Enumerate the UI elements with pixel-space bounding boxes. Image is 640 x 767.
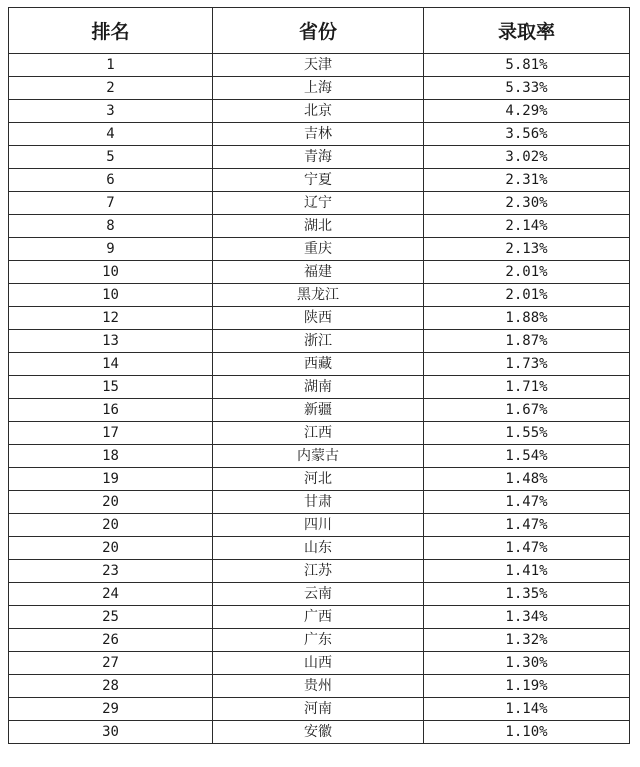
table-row (9, 54, 630, 77)
rate-cell: 1.41% (424, 560, 630, 583)
rate-cell: 1.19% (424, 675, 630, 698)
province-cell: 江苏 (213, 560, 424, 583)
table-row (9, 629, 630, 652)
table-row (9, 169, 630, 192)
table-row (9, 146, 630, 169)
rate-cell: 2.14% (424, 215, 630, 238)
rate-cell: 1.47% (424, 514, 630, 537)
table-row (9, 675, 630, 698)
province-cell: 陕西 (213, 307, 424, 330)
table-row (9, 514, 630, 537)
rate-cell: 5.81% (424, 54, 630, 77)
table-row (9, 123, 630, 146)
table-row (9, 537, 630, 560)
province-cell: 江西 (213, 422, 424, 445)
admission-rate-table (8, 7, 630, 744)
rank-cell: 2 (9, 77, 213, 100)
province-cell: 青海 (213, 146, 424, 169)
province-cell: 内蒙古 (213, 445, 424, 468)
province-cell: 广东 (213, 629, 424, 652)
province-cell: 重庆 (213, 238, 424, 261)
rate-cell: 1.30% (424, 652, 630, 675)
table-row (9, 422, 630, 445)
province-cell: 甘肃 (213, 491, 424, 514)
rate-cell: 2.01% (424, 261, 630, 284)
table-row (9, 284, 630, 307)
header-admission-rate: 录取率 (424, 8, 630, 54)
header-rank: 排名 (9, 8, 213, 54)
province-cell: 黑龙江 (213, 284, 424, 307)
header-province: 省份 (213, 8, 424, 54)
table-row (9, 445, 630, 468)
rate-cell: 1.14% (424, 698, 630, 721)
table-row (9, 698, 630, 721)
table-row (9, 399, 630, 422)
province-cell: 山东 (213, 537, 424, 560)
table-row (9, 238, 630, 261)
rate-cell: 1.32% (424, 629, 630, 652)
rate-cell: 1.71% (424, 376, 630, 399)
rank-cell: 20 (9, 537, 213, 560)
province-cell: 浙江 (213, 330, 424, 353)
rank-cell: 25 (9, 606, 213, 629)
rank-cell: 6 (9, 169, 213, 192)
province-cell: 新疆 (213, 399, 424, 422)
rank-cell: 12 (9, 307, 213, 330)
rate-cell: 3.02% (424, 146, 630, 169)
province-cell: 云南 (213, 583, 424, 606)
table-row (9, 468, 630, 491)
rank-cell: 29 (9, 698, 213, 721)
rate-cell: 1.55% (424, 422, 630, 445)
province-cell: 安徽 (213, 721, 424, 744)
table-body (9, 54, 630, 744)
rate-cell: 1.73% (424, 353, 630, 376)
province-cell: 贵州 (213, 675, 424, 698)
table-row (9, 491, 630, 514)
rank-cell: 20 (9, 514, 213, 537)
rate-cell: 1.87% (424, 330, 630, 353)
province-cell: 广西 (213, 606, 424, 629)
rank-cell: 20 (9, 491, 213, 514)
rank-cell: 8 (9, 215, 213, 238)
rate-cell: 3.56% (424, 123, 630, 146)
rank-cell: 7 (9, 192, 213, 215)
rank-cell: 28 (9, 675, 213, 698)
rank-cell: 10 (9, 261, 213, 284)
rank-cell: 9 (9, 238, 213, 261)
table-row (9, 307, 630, 330)
rank-cell: 17 (9, 422, 213, 445)
rank-cell: 1 (9, 54, 213, 77)
rate-cell: 2.31% (424, 169, 630, 192)
province-cell: 辽宁 (213, 192, 424, 215)
table-row (9, 261, 630, 284)
province-cell: 湖南 (213, 376, 424, 399)
table-row (9, 606, 630, 629)
rank-cell: 5 (9, 146, 213, 169)
table-row (9, 721, 630, 744)
table-row (9, 100, 630, 123)
rank-cell: 27 (9, 652, 213, 675)
rate-cell: 1.34% (424, 606, 630, 629)
rate-cell: 1.88% (424, 307, 630, 330)
admission-rate-table-container (8, 7, 629, 744)
rate-cell: 1.48% (424, 468, 630, 491)
rate-cell: 1.54% (424, 445, 630, 468)
province-cell: 湖北 (213, 215, 424, 238)
rate-cell: 1.67% (424, 399, 630, 422)
rank-cell: 26 (9, 629, 213, 652)
table-row (9, 583, 630, 606)
rank-cell: 4 (9, 123, 213, 146)
province-cell: 上海 (213, 77, 424, 100)
province-cell: 河北 (213, 468, 424, 491)
province-cell: 四川 (213, 514, 424, 537)
rate-cell: 2.01% (424, 284, 630, 307)
province-cell: 天津 (213, 54, 424, 77)
rank-cell: 15 (9, 376, 213, 399)
rank-cell: 23 (9, 560, 213, 583)
rate-cell: 5.33% (424, 77, 630, 100)
rate-cell: 1.47% (424, 537, 630, 560)
province-cell: 宁夏 (213, 169, 424, 192)
province-cell: 西藏 (213, 353, 424, 376)
rate-cell: 1.35% (424, 583, 630, 606)
rate-cell: 1.47% (424, 491, 630, 514)
rank-cell: 16 (9, 399, 213, 422)
table-row (9, 353, 630, 376)
province-cell: 山西 (213, 652, 424, 675)
province-cell: 北京 (213, 100, 424, 123)
province-cell: 河南 (213, 698, 424, 721)
table-row (9, 77, 630, 100)
rank-cell: 24 (9, 583, 213, 606)
rank-cell: 19 (9, 468, 213, 491)
rate-cell: 2.30% (424, 192, 630, 215)
table-row (9, 215, 630, 238)
table-header-row (9, 8, 630, 54)
table-row (9, 652, 630, 675)
rate-cell: 4.29% (424, 100, 630, 123)
table-row (9, 330, 630, 353)
rate-cell: 2.13% (424, 238, 630, 261)
table-row (9, 376, 630, 399)
rank-cell: 30 (9, 721, 213, 744)
rank-cell: 10 (9, 284, 213, 307)
province-cell: 吉林 (213, 123, 424, 146)
table-row (9, 192, 630, 215)
rate-cell: 1.10% (424, 721, 630, 744)
table-row (9, 560, 630, 583)
rank-cell: 13 (9, 330, 213, 353)
province-cell: 福建 (213, 261, 424, 284)
rank-cell: 14 (9, 353, 213, 376)
rank-cell: 18 (9, 445, 213, 468)
rank-cell: 3 (9, 100, 213, 123)
